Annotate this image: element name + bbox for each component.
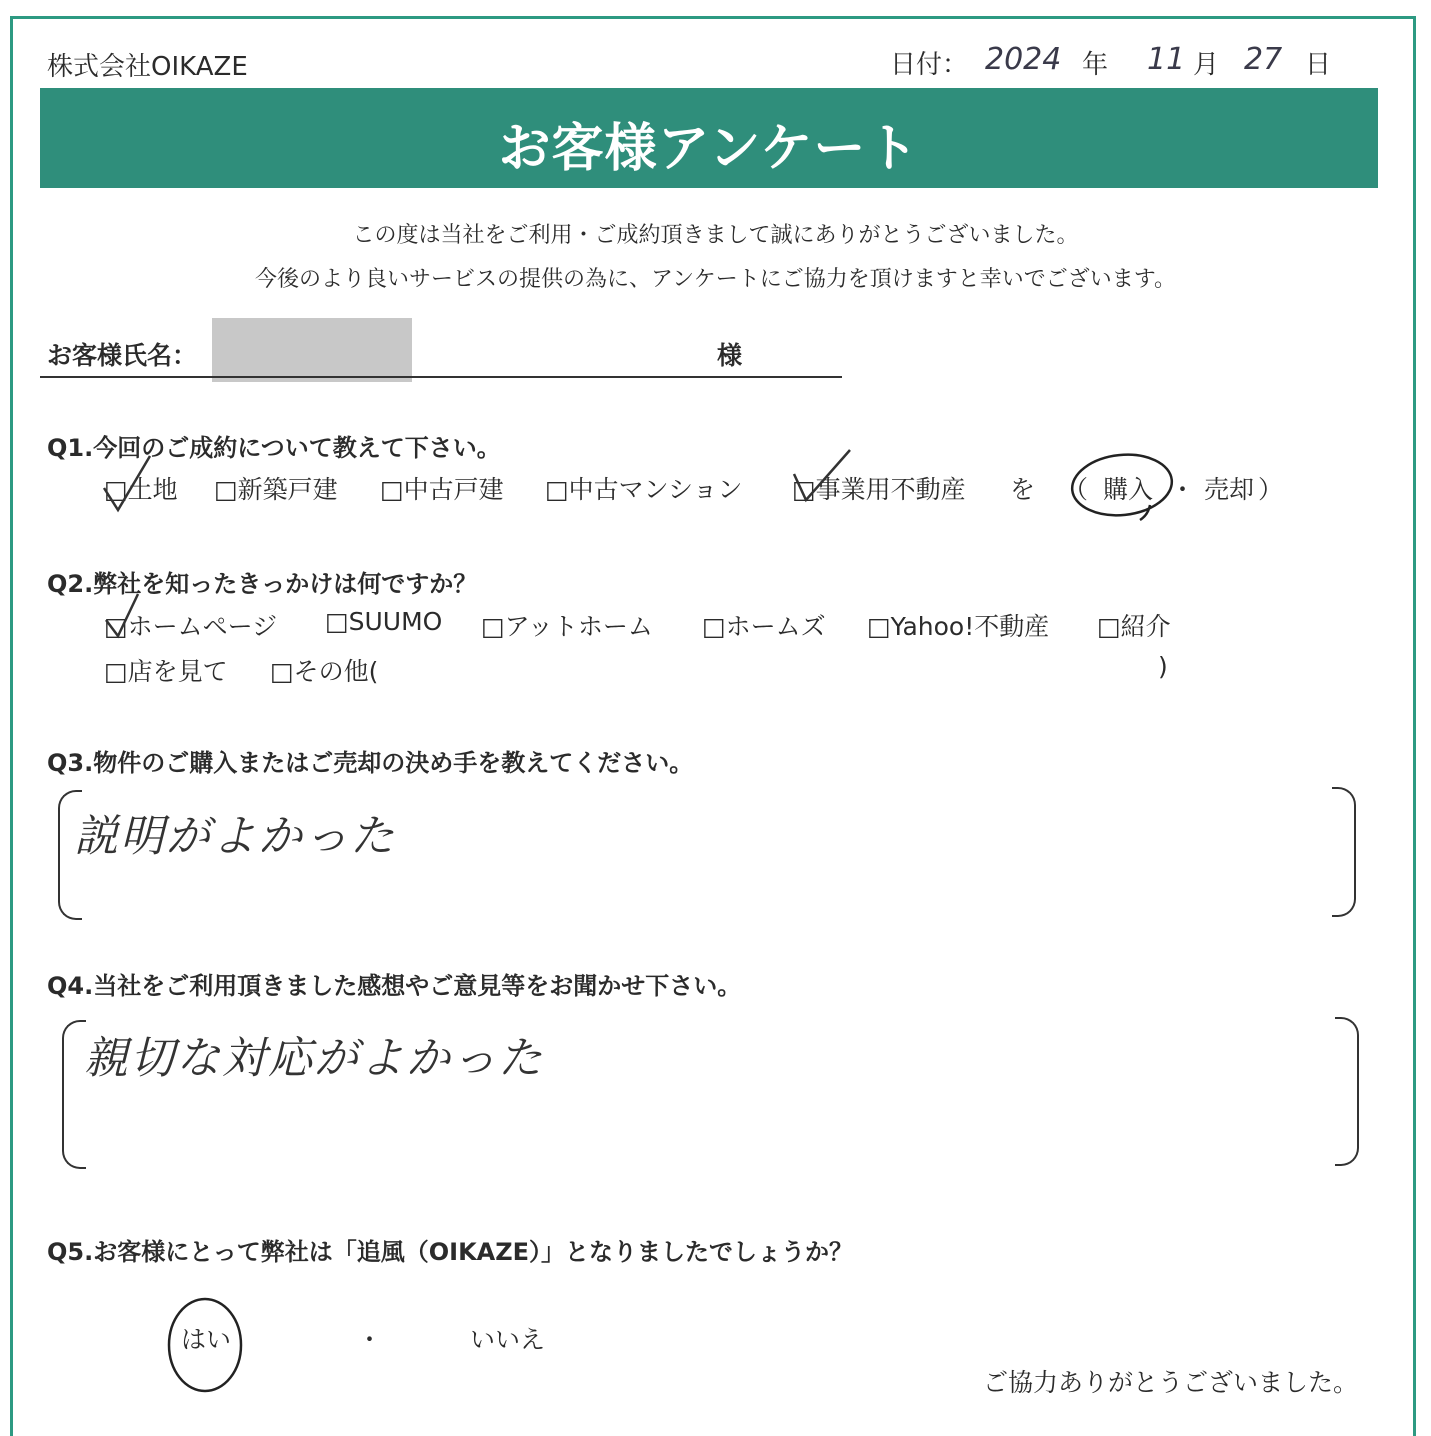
title-banner [40,88,1378,188]
q2-option-homepage[interactable]: □ホームページ [104,612,278,641]
intro-line-1: この度は当社をご利用・ご成約頂きまして誠にありがとうございました。 [352,223,1079,248]
footer-thanks: ご協力ありがとうございました。 [983,1368,1359,1397]
date-month-unit: 月 [1193,50,1220,80]
q1-wo: を [1010,475,1036,504]
q2-option-saw-store[interactable]: □店を見て [104,657,228,686]
q1-option-land[interactable]: □土地 [104,475,178,504]
date-day-unit: 日 [1305,50,1332,80]
q4-question: Q4.当社をご利用頂きました感想やご意見等をお聞かせ下さい。 [47,972,742,1000]
q1-paren-open: （ [1063,475,1089,504]
q2-option-referral[interactable]: □紹介 [1097,612,1171,641]
customer-name-label: お客様氏名： [47,341,198,370]
date-day: 27 [1244,42,1283,77]
q1-option-business[interactable]: □事業用不動産 [792,475,966,504]
q2-other-close-paren: ) [1158,652,1168,681]
q1-paren-close: ） [1258,475,1284,504]
q2-question: Q2.弊社を知ったきっかけは何ですか？ [47,570,478,598]
q4-answer[interactable]: 親切な対応がよかった [84,1033,544,1084]
q2-option-homes[interactable]: □ホームズ [702,612,826,641]
q5-yes[interactable]: はい [181,1325,232,1354]
date-label: 日付： [890,50,969,80]
q1-dot: ・ [1170,475,1196,504]
q3-question: Q3.物件のご購入またはご売却の決め手を教えてください。 [47,749,694,777]
customer-name-suffix: 様 [717,341,743,370]
customer-name-underline [40,376,842,378]
customer-name-redaction [212,318,412,382]
q1-option-used-mansion[interactable]: □中古マンション [545,475,743,504]
q2-option-other[interactable]: □その他( [270,657,379,686]
q4-bracket-left [62,1020,86,1169]
q2-option-yahoo[interactable]: □Yahoo!不動産 [867,612,1050,641]
date-year: 2024 [985,42,1062,77]
q4-bracket-right [1335,1017,1359,1166]
q1-option-used-house[interactable]: □中古戸建 [380,475,504,504]
q1-choice-buy[interactable]: 購入 [1103,475,1154,504]
q1-choice-sell[interactable]: 売却 [1204,475,1255,504]
date-month: 11 [1147,42,1186,77]
company-name: 株式会社OIKAZE [47,52,248,82]
q5-question: Q5.お客様にとって弊社は「追風（OIKAZE）」となりましたでしょうか？ [47,1238,854,1266]
q2-option-athome[interactable]: □アットホーム [481,612,653,641]
q3-answer[interactable]: 説明がよかった [74,811,396,862]
q1-option-new-house[interactable]: □新築戸建 [214,475,338,504]
intro-line-2: 今後のより良いサービスの提供の為に、アンケートにご協力を頂けますと幸いでございます。 [255,267,1176,292]
q1-question: Q1.今回のご成約について教えて下さい。 [47,434,501,462]
q5-dot: ・ [357,1325,383,1354]
q5-no[interactable]: いいえ [470,1325,546,1354]
page-title: お客様アンケート [498,119,920,179]
date-year-unit: 年 [1082,50,1109,80]
q3-bracket-right [1332,787,1356,917]
q2-option-suumo[interactable]: □SUUMO [325,607,443,636]
